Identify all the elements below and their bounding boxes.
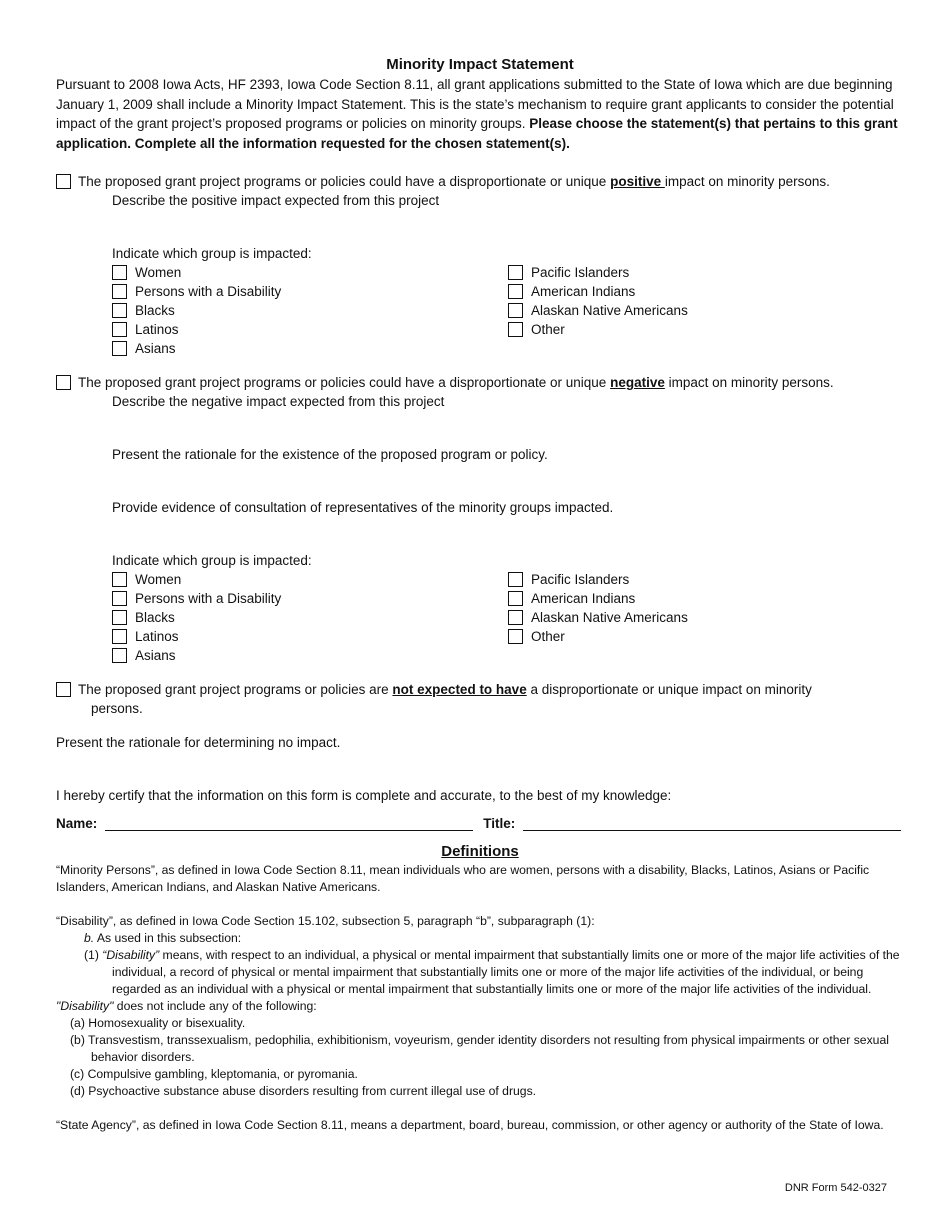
group-checkbox[interactable] bbox=[508, 322, 523, 337]
group-item[interactable] bbox=[112, 339, 508, 358]
positive-impact-checkbox[interactable] bbox=[56, 174, 71, 189]
group-label: Latinos bbox=[135, 322, 179, 337]
form-page bbox=[56, 56, 904, 1134]
group-label: Blacks bbox=[135, 610, 175, 625]
none-post-text: a disproportionate or unique impact on minority bbox=[526, 682, 812, 697]
form-title: Minority Impact Statement bbox=[386, 56, 574, 73]
form-number: DNR Form 542-0327 bbox=[784, 1182, 887, 1194]
group-checkbox[interactable] bbox=[508, 303, 523, 318]
no-impact-statement bbox=[56, 680, 904, 699]
positive-describe-field[interactable] bbox=[56, 210, 904, 244]
group-item[interactable] bbox=[112, 570, 508, 589]
group-item[interactable] bbox=[112, 646, 508, 665]
negative-evidence-prompt: Provide evidence of consultation of representatives of the minority groups impacted. bbox=[112, 500, 614, 515]
group-item[interactable] bbox=[508, 608, 904, 627]
group-label: Asians bbox=[135, 341, 176, 356]
definitions-section bbox=[56, 862, 904, 1134]
group-checkbox[interactable] bbox=[112, 265, 127, 280]
positive-impact-statement bbox=[56, 172, 904, 191]
group-item[interactable] bbox=[112, 627, 508, 646]
negative-pre-text: The proposed grant project programs or policies could have a disproportionate or unique bbox=[78, 375, 611, 390]
negative-group-list bbox=[56, 570, 904, 665]
disability-subsection-b bbox=[56, 930, 904, 947]
intro-instruction: Please choose the statement(s) that pertains to this grant application. Complete all the information requested for the chosen statement(s). bbox=[56, 116, 898, 151]
negative-group-label: Indicate which group is impacted: bbox=[112, 553, 312, 568]
group-label: American Indians bbox=[531, 591, 636, 606]
group-checkbox[interactable] bbox=[112, 284, 127, 299]
group-label: Alaskan Native Americans bbox=[531, 303, 688, 318]
intro-text: Pursuant to 2008 Iowa Acts, HF 2393, Iowa Code Section 8.11, all grant applications submitted to the State of Iowa which are due beginning January 1, 2009 shall include a Minority Impact Statement. This is the state’s mechanism to require grant applicants to consider the potential impact of the grant project’s proposed programs or policies on minority groups. bbox=[56, 77, 894, 131]
title-field[interactable] bbox=[523, 815, 901, 831]
intro-paragraph bbox=[56, 75, 904, 153]
state-agency-definition: “State Agency”, as defined in Iowa Code Section 8.11, means a department, board, bureau, commission, or other agency or authority of the State of Iowa. bbox=[56, 1118, 884, 1132]
group-item[interactable] bbox=[508, 282, 904, 301]
group-checkbox[interactable] bbox=[112, 648, 127, 663]
group-checkbox[interactable] bbox=[112, 303, 127, 318]
minority-definition: “Minority Persons”, as defined in Iowa Code Section 8.11, mean individuals who are women, persons with a disability, Blacks, Latinos, Asians or Pacific Islanders, American Indians, and Alaskan Native Americans. bbox=[56, 863, 870, 894]
group-item[interactable] bbox=[112, 589, 508, 608]
none-keyword: not expected to have bbox=[392, 682, 527, 697]
negative-groups-right bbox=[508, 570, 904, 665]
positive-group-list bbox=[56, 263, 904, 358]
positive-group-label: Indicate which group is impacted: bbox=[112, 246, 312, 261]
negative-impact-statement bbox=[56, 373, 904, 392]
no-impact-continuation: persons. bbox=[91, 701, 143, 716]
group-checkbox[interactable] bbox=[508, 284, 523, 299]
exclusion-item: (c) Compulsive gambling, kleptomania, or pyromania. bbox=[70, 1067, 358, 1081]
group-checkbox[interactable] bbox=[112, 591, 127, 606]
negative-post-text: impact on minority persons. bbox=[664, 375, 834, 390]
exclusion-text: does not include any of the following: bbox=[113, 999, 317, 1013]
negative-rationale-prompt: Present the rationale for the existence of the proposed program or policy. bbox=[112, 447, 548, 462]
certify-statement: I hereby certify that the information on this form is complete and accurate, to the best of my knowledge: bbox=[56, 788, 672, 803]
negative-describe-prompt: Describe the negative impact expected from this project bbox=[112, 394, 445, 409]
exclusion-item: (d) Psychoactive substance abuse disorders resulting from current illegal use of drugs. bbox=[70, 1084, 537, 1098]
disability-clause-1 bbox=[56, 947, 904, 998]
group-label: Pacific Islanders bbox=[531, 265, 630, 280]
disability-definition-intro: “Disability”, as defined in Iowa Code Section 15.102, subsection 5, paragraph “b”, subparagraph (1): bbox=[56, 914, 595, 928]
group-item[interactable] bbox=[508, 301, 904, 320]
negative-groups-left bbox=[112, 570, 508, 665]
group-item[interactable] bbox=[508, 589, 904, 608]
group-label: Other bbox=[531, 629, 565, 644]
group-label: American Indians bbox=[531, 284, 636, 299]
definitions-heading: Definitions bbox=[441, 843, 519, 860]
group-item[interactable] bbox=[112, 301, 508, 320]
group-item[interactable] bbox=[508, 570, 904, 589]
positive-impact-section bbox=[56, 172, 904, 358]
group-checkbox[interactable] bbox=[112, 572, 127, 587]
group-label: Women bbox=[135, 265, 182, 280]
group-item[interactable] bbox=[508, 320, 904, 339]
group-label: Blacks bbox=[135, 303, 175, 318]
group-label: Asians bbox=[135, 648, 176, 663]
positive-groups-right bbox=[508, 263, 904, 358]
group-checkbox[interactable] bbox=[508, 265, 523, 280]
negative-impact-section bbox=[56, 373, 904, 665]
group-item[interactable] bbox=[112, 320, 508, 339]
group-item[interactable] bbox=[508, 263, 904, 282]
group-item[interactable] bbox=[112, 608, 508, 627]
none-pre-text: The proposed grant project programs or policies are bbox=[78, 682, 393, 697]
positive-groups-left bbox=[112, 263, 508, 358]
group-checkbox[interactable] bbox=[112, 322, 127, 337]
group-label: Alaskan Native Americans bbox=[531, 610, 688, 625]
subsection-letter: b. bbox=[84, 931, 95, 945]
positive-describe-prompt: Describe the positive impact expected from this project bbox=[112, 193, 440, 208]
exclusion-item: (a) Homosexuality or bisexuality. bbox=[70, 1016, 246, 1030]
subsection-text: As used in this subsection: bbox=[94, 931, 242, 945]
group-item[interactable] bbox=[112, 282, 508, 301]
no-impact-rationale-field[interactable] bbox=[56, 752, 904, 786]
clause-term: “Disability” bbox=[102, 948, 160, 962]
name-field[interactable] bbox=[105, 815, 473, 831]
no-impact-section bbox=[56, 680, 904, 718]
group-checkbox[interactable] bbox=[508, 610, 523, 625]
signature-row bbox=[56, 815, 904, 831]
name-label: Name: bbox=[56, 816, 98, 831]
positive-keyword: positive bbox=[610, 174, 665, 189]
group-item[interactable] bbox=[508, 627, 904, 646]
no-impact-rationale-prompt: Present the rationale for determining no impact. bbox=[56, 735, 341, 750]
group-checkbox[interactable] bbox=[508, 629, 523, 644]
title-label: Title: bbox=[483, 816, 516, 831]
negative-rationale-field[interactable] bbox=[56, 464, 904, 498]
group-checkbox[interactable] bbox=[508, 572, 523, 587]
group-item[interactable] bbox=[112, 263, 508, 282]
group-checkbox[interactable] bbox=[112, 610, 127, 625]
group-checkbox[interactable] bbox=[508, 591, 523, 606]
group-label: Women bbox=[135, 572, 182, 587]
negative-keyword: negative bbox=[610, 375, 665, 390]
exclusion-term: "Disability" bbox=[56, 999, 114, 1013]
group-label: Latinos bbox=[135, 629, 179, 644]
group-checkbox[interactable] bbox=[112, 341, 127, 356]
positive-pre-text: The proposed grant project programs or policies could have a disproportionate or unique bbox=[78, 174, 611, 189]
positive-post-text: impact on minority persons. bbox=[664, 174, 830, 189]
negative-describe-field[interactable] bbox=[56, 411, 904, 445]
group-label: Pacific Islanders bbox=[531, 572, 630, 587]
group-label: Other bbox=[531, 322, 565, 337]
group-label: Persons with a Disability bbox=[135, 284, 282, 299]
group-label: Persons with a Disability bbox=[135, 591, 282, 606]
negative-evidence-field[interactable] bbox=[56, 517, 904, 551]
exclusion-item: (b) Transvestism, transsexualism, pedophilia, exhibitionism, voyeurism, gender identity disorders not resulting from physical impairments or other sexual behavior disorders. bbox=[70, 1033, 889, 1064]
no-impact-checkbox[interactable] bbox=[56, 682, 71, 697]
group-checkbox[interactable] bbox=[112, 629, 127, 644]
clause-number: (1) bbox=[84, 948, 103, 962]
clause-text: means, with respect to an individual, a physical or mental impairment that substantially limits one or more of the major life activities of the individual, a record of physical or mental impairment that substantially limits one or more of the major life activities of the individual, or being regarded as an individual with a physical or mental impairment that substantially limits one or more of the major life activities of the individual. bbox=[112, 948, 900, 996]
disability-exclusions-intro bbox=[56, 998, 904, 1015]
negative-impact-checkbox[interactable] bbox=[56, 375, 71, 390]
